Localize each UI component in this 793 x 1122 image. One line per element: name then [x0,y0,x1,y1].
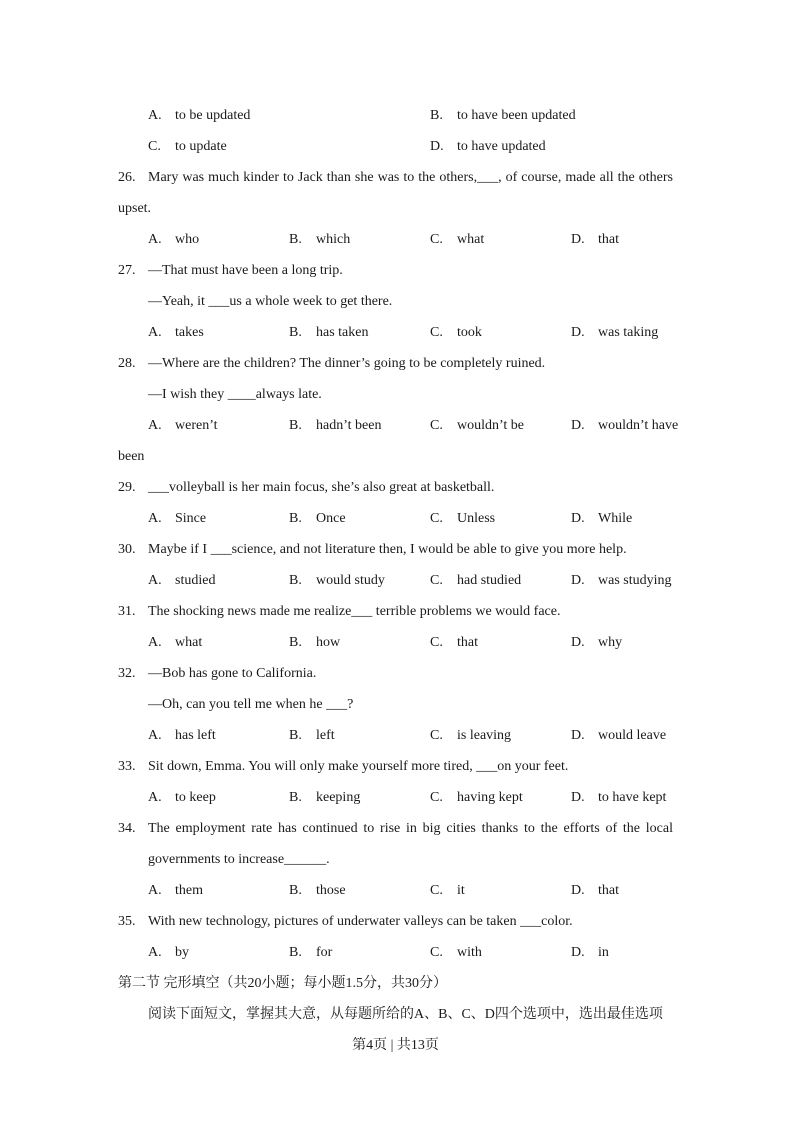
option-text: those [316,883,346,898]
option-text: to have been updated [457,108,576,123]
question-27 [118,255,673,348]
option-a [148,875,289,906]
option-text: what [457,232,485,247]
option-key: B. [289,511,302,526]
question-stem-line [118,596,673,627]
option-key: B. [289,325,302,340]
question-32 [118,658,673,751]
option-text: to keep [175,790,216,805]
option-key: D. [571,511,585,526]
question-stem-text: —Yeah, it ___us a whole week to get there. [148,294,393,309]
option-key: A. [148,108,162,123]
option-key: A. [148,790,162,805]
option-b [289,503,430,534]
option-c [430,937,571,968]
question-number: 32. [118,666,136,681]
option-text: wouldn’t be [457,418,525,433]
option-key: C. [148,139,161,154]
question-number: 33. [118,759,136,774]
option-key: C. [430,790,443,805]
option-b [289,875,430,906]
option-a [148,100,430,131]
option-key: A. [148,418,162,433]
option-key: A. [148,573,162,588]
option-text: which [316,232,351,247]
option-c [430,503,571,534]
option-text: that [598,883,619,898]
question-stem-line [118,689,673,720]
question-25-options [118,100,673,162]
question-stem-line [118,193,673,224]
question-stem-text: —Bob has gone to California. [148,666,317,681]
option-d [571,224,673,255]
option-key: C. [430,945,443,960]
options-row [118,503,673,534]
option-key: A. [148,635,162,650]
option-key: C. [430,728,443,743]
option-key: B. [289,635,302,650]
option-text: to update [175,139,227,154]
option-d [571,503,673,534]
question-stem-text: —Oh, can you tell me when he ___? [148,697,354,712]
option-text: to have updated [457,139,546,154]
question-stem-text: The employment rate has continued to rise in big cities thanks to the efforts of the local [148,821,673,836]
option-key: D. [571,232,585,247]
stem-continuation-line: been [118,449,145,464]
option-b [289,565,430,596]
option-d [571,720,673,751]
question-stem-line [118,813,673,844]
option-key: B. [430,108,443,123]
option-c [430,224,571,255]
option-d [571,782,673,813]
option-text: why [598,635,623,650]
option-text: studied [175,573,216,588]
option-text: While [598,511,633,526]
option-b [289,720,430,751]
option-text: Since [175,511,207,526]
question-number: 27. [118,263,136,278]
option-text: has left [175,728,216,743]
option-key: B. [289,883,302,898]
option-key: C. [430,573,443,588]
option-d [430,131,673,162]
option-d [571,410,678,441]
option-text: to be updated [175,108,251,123]
options-row [118,782,673,813]
option-text: Unless [457,511,496,526]
option-key: A. [148,728,162,743]
option-text: takes [175,325,204,340]
question-number: 35. [118,914,136,929]
option-text: how [316,635,341,650]
option-key: A. [148,325,162,340]
option-d [571,317,673,348]
option-text: hadn’t been [316,418,382,433]
option-key: C. [430,883,443,898]
question-number: 28. [118,356,136,371]
question-stem-text: upset. [118,201,152,216]
options-row [118,627,673,658]
question-stem-line [118,255,673,286]
option-key: D. [571,325,585,340]
question-stem-text: Maybe if I ___science, and not literature then, I would be able to give you more help. [148,542,627,557]
option-a [148,565,289,596]
question-35 [118,906,673,968]
option-c [430,875,571,906]
option-text: was studying [598,573,672,588]
option-key: A. [148,883,162,898]
question-stem-text: —Where are the children? The dinner’s going to be completely ruined. [148,356,546,371]
options-row [118,410,679,441]
question-stem-line [118,379,673,410]
question-stem-text: ___volleyball is her main focus, she’s also great at basketball. [148,480,495,495]
question-number: 30. [118,542,136,557]
section-heading: 第二节 完形填空（共20小题；每小题1.5分，共30分） [118,976,447,991]
option-b [289,410,430,441]
question-29 [118,472,673,534]
option-c [148,131,430,162]
option-c [430,410,571,441]
options-row [118,875,673,906]
options-row [118,937,673,968]
options-row [118,720,673,751]
option-text: with [457,945,482,960]
question-stem-text: Sit down, Emma. You will only make yourself more tired, ___on your feet. [148,759,569,774]
option-b [430,100,673,131]
option-key: A. [148,232,162,247]
option-a [148,410,289,441]
option-c [430,720,571,751]
option-a [148,503,289,534]
options-row [118,224,673,255]
option-text: is leaving [457,728,512,743]
question-stem-text: —That must have been a long trip. [148,263,343,278]
question-number: 29. [118,480,136,495]
option-c [430,627,571,658]
option-d [571,565,673,596]
option-text: to have kept [598,790,667,805]
option-key: B. [289,945,302,960]
question-stem-text: The shocking news made me realize___ terrible problems we would face. [148,604,561,619]
options-row [118,100,673,131]
option-key: D. [571,883,585,898]
option-key: A. [148,945,162,960]
option-text: took [457,325,482,340]
option-text: left [316,728,335,743]
option-key: A. [148,511,162,526]
option-key: D. [571,728,585,743]
option-text: wouldn’t have [598,418,679,433]
question-stem-text: —I wish they ____always late. [148,387,322,402]
option-key: D. [571,418,585,433]
question-stem-line [118,348,673,379]
options-row [118,317,673,348]
question-stem-line [118,286,673,317]
option-key: D. [571,790,585,805]
option-text: Once [316,511,346,526]
question-stem-line [118,906,673,937]
option-key: C. [430,232,443,247]
option-text: has taken [316,325,369,340]
option-a [148,937,289,968]
question-31 [118,596,673,658]
option-text: would study [316,573,385,588]
question-number: 34. [118,821,136,836]
option-c [430,565,571,596]
option-key: B. [289,573,302,588]
option-d [571,937,673,968]
question-stem-line [118,658,673,689]
option-text: that [457,635,478,650]
option-b [289,627,430,658]
options-row [118,131,673,162]
option-a [148,317,289,348]
option-key: D. [430,139,444,154]
option-key: B. [289,418,302,433]
question-number: 26. [118,170,136,185]
question-stem-line [118,844,673,875]
option-text: by [175,945,189,960]
option-key: C. [430,418,443,433]
option-b [289,782,430,813]
option-key: C. [430,635,443,650]
option-key: C. [430,325,443,340]
option-b [289,224,430,255]
option-text: it [457,883,465,898]
question-28 [118,348,679,472]
section-instruction: 阅读下面短文，掌握其大意，从每题所给的A、B、C、D四个选项中，选出最佳选项 [148,1007,663,1022]
question-stem-text: Mary was much kinder to Jack than she was to the others,___, of course, made all the others [148,170,673,185]
option-text: had studied [457,573,522,588]
option-text: them [175,883,203,898]
question-stem-text: governments to increase______. [148,852,330,867]
option-text: what [175,635,203,650]
question-stem-line [118,534,673,565]
option-a [148,627,289,658]
option-c [430,317,571,348]
option-d [571,875,673,906]
question-number: 31. [118,604,136,619]
option-a [148,224,289,255]
option-key: D. [571,945,585,960]
option-text: weren’t [175,418,218,433]
option-b [289,317,430,348]
option-d [571,627,673,658]
option-b [289,937,430,968]
option-key: B. [289,728,302,743]
exam-page-body [118,100,679,1061]
option-key: D. [571,573,585,588]
question-stem-line [118,472,673,503]
option-a [148,782,289,813]
option-key: B. [289,232,302,247]
option-text: that [598,232,619,247]
option-text: was taking [598,325,659,340]
question-34 [118,813,673,906]
option-text: would leave [598,728,667,743]
options-row [118,565,673,596]
page-footer: 第4页 | 共13页 [352,1038,439,1053]
question-26 [118,162,673,255]
question-stem-text: With new technology, pictures of underwater valleys can be taken ___color. [148,914,573,929]
option-c [430,782,571,813]
question-30 [118,534,673,596]
option-a [148,720,289,751]
option-text: in [598,945,609,960]
option-key: C. [430,511,443,526]
question-33 [118,751,673,813]
option-text: who [175,232,200,247]
option-key: D. [571,635,585,650]
option-text: for [316,945,333,960]
option-key: B. [289,790,302,805]
option-text: having kept [457,790,523,805]
question-stem-line [118,162,673,193]
option-text: keeping [316,790,361,805]
question-stem-line [118,751,673,782]
